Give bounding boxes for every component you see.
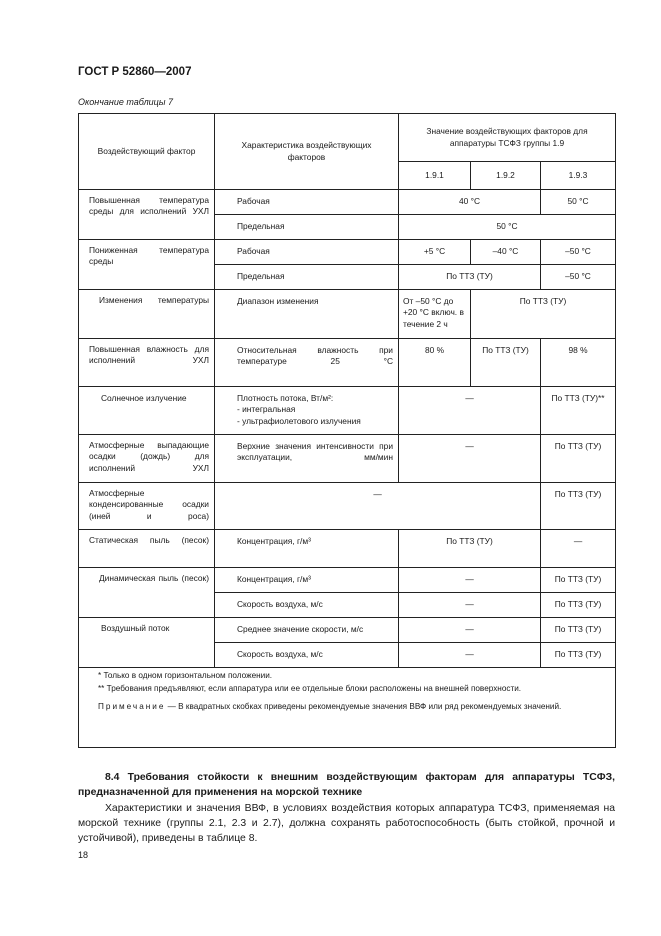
r3-v23: По ТТЗ (ТУ) [471, 290, 616, 339]
r10-c1: Среднее значение скорости, м/с [215, 618, 399, 643]
r1-v123: 50 °С [399, 215, 616, 240]
r2-v12: По ТТЗ (ТУ) [399, 265, 541, 290]
r1-c1: Рабочая [215, 190, 399, 215]
r5-c1a: - интегральная [237, 404, 296, 415]
r3-v1: От –50 °С до +20 °С включ. в течение 2 ч [399, 290, 471, 339]
r2-v2: –40 °С [471, 240, 541, 265]
note-2: ** Требования предъявляют, если аппаратура или ее отдельные блоки расположены на внешней поверхности. [98, 683, 522, 693]
r6-factor: Атмосферные выпадающие осадки (дождь) для исполнений УХЛ [79, 435, 215, 483]
r2-v1: +5 °С [399, 240, 471, 265]
head-g2: 1.9.2 [471, 162, 541, 190]
r10-factor: Воздушный поток [79, 618, 215, 668]
r6-c1: Верхние значения интенсивности при эксплуатации, мм/мин [215, 435, 399, 483]
r5-v3: По ТТЗ (ТУ)** [541, 387, 616, 435]
r7-factor: Атмосферные конденсированные осадки (иней и роса) [79, 483, 215, 530]
r5-factor: Солнечное излучение [79, 387, 215, 435]
r4-c1: Относительная влажность при температуре 25 °С [215, 339, 399, 387]
r5-v12: — [399, 387, 541, 435]
r8-c1: Концентрация, г/м³ [215, 530, 399, 568]
r9-c1: Концентрация, г/м³ [215, 568, 399, 593]
document-header: ГОСТ Р 52860—2007 [78, 66, 192, 78]
section-8-4 [78, 770, 615, 846]
head-group: Значение воздействующих факторов для аппаратуры ТСФЗ группы 1.9 [399, 114, 616, 162]
r8-v12: По ТТЗ (ТУ) [399, 530, 541, 568]
head-characteristic: Характеристика воздействующих факторов [215, 114, 399, 190]
r9-c2: Скорость воздуха, м/с [215, 593, 399, 618]
r9-factor: Динамическая пыль (песок) [79, 568, 215, 618]
section-paragraph: Характеристики и значения ВВФ, в условиях воздействия которых аппаратура ТСФЗ, применяемая на морской технике (группы 2.1, 2.3 и 2.7), должна сохранять работоспособность (быть стойкой, прочной и устойчивой), приведены в таблице 8. [78, 803, 615, 845]
r5-c1: Плотность потока, Вт/м²: [237, 393, 334, 403]
r5-c1b: - ультрафиолетового излучения [237, 415, 361, 426]
r9-v3b: По ТТЗ (ТУ) [541, 593, 616, 618]
r4-v2: По ТТЗ (ТУ) [471, 339, 541, 387]
r9-v3: По ТТЗ (ТУ) [541, 568, 616, 593]
factors-table [78, 113, 616, 748]
section-heading: 8.4 Требования стойкости к внешним воздействующим факторам для аппаратуры ТСФЗ, предназначенной для применения на морской технике [78, 772, 615, 799]
r1-c2: Предельная [215, 215, 399, 240]
table-notes [79, 668, 616, 748]
page-number: 18 [78, 850, 89, 860]
r3-c1: Диапазон изменения [215, 290, 399, 339]
r2-c1: Рабочая [215, 240, 399, 265]
r9-v12b: — [399, 593, 541, 618]
r2-v3b: –50 °С [541, 265, 616, 290]
r10-v12b: — [399, 643, 541, 668]
head-g3: 1.9.3 [541, 162, 616, 190]
r1-v12: 40 °С [399, 190, 541, 215]
r4-factor: Повышенная влажность для исполнений УХЛ [79, 339, 215, 387]
r10-v3: По ТТЗ (ТУ) [541, 618, 616, 643]
r1-v3: 50 °С [541, 190, 616, 215]
r7-v3: По ТТЗ (ТУ) [541, 483, 616, 530]
r6-v12: — [399, 435, 541, 483]
r3-factor: Изменения температуры [79, 290, 215, 339]
r6-v3: По ТТЗ (ТУ) [541, 435, 616, 483]
r10-c2: Скорость воздуха, м/с [215, 643, 399, 668]
note-3 [84, 701, 610, 714]
r8-factor: Статическая пыль (песок) [79, 530, 215, 568]
r5-characteristic [215, 387, 399, 435]
r1-factor: Повышенная температура среды для исполнений УХЛ [79, 190, 215, 240]
r2-c2: Предельная [215, 265, 399, 290]
r2-factor: Пониженная температура среды [79, 240, 215, 290]
note-3-text: — В квадратных скобках приведены рекомендуемые значения ВВФ или ряд рекомендуемых значений. [165, 702, 562, 712]
head-g1: 1.9.1 [399, 162, 471, 190]
r4-v1: 80 % [399, 339, 471, 387]
r7-c: — [215, 483, 541, 530]
r10-v3b: По ТТЗ (ТУ) [541, 643, 616, 668]
r8-v3: — [541, 530, 616, 568]
r4-v3: 98 % [541, 339, 616, 387]
note-1: * Только в одном горизонтальном положении. [98, 671, 273, 680]
table-caption: Окончание таблицы 7 [78, 97, 173, 107]
head-factor: Воздействующий фактор [79, 114, 215, 190]
r9-v12: — [399, 568, 541, 593]
r10-v12: — [399, 618, 541, 643]
note-label: Примечание [98, 702, 166, 712]
r2-v3: –50 °С [541, 240, 616, 265]
